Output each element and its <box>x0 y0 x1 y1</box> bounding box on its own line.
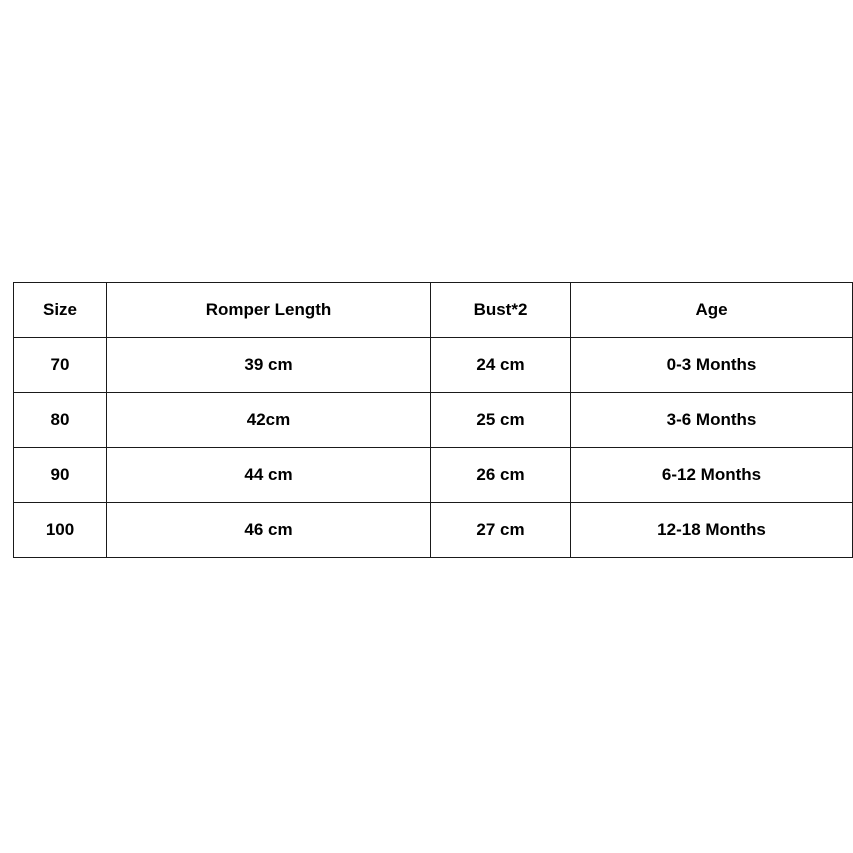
cell-romper-length: 44 cm <box>107 448 431 503</box>
cell-romper-length: 39 cm <box>107 338 431 393</box>
header-romper-length: Romper Length <box>107 283 431 338</box>
cell-age: 12-18 Months <box>571 503 853 558</box>
cell-bust: 25 cm <box>431 393 571 448</box>
table-row <box>14 338 853 393</box>
size-chart-table <box>13 282 853 558</box>
cell-size: 70 <box>14 338 107 393</box>
cell-age: 3-6 Months <box>571 393 853 448</box>
header-bust: Bust*2 <box>431 283 571 338</box>
cell-size: 90 <box>14 448 107 503</box>
cell-bust: 27 cm <box>431 503 571 558</box>
cell-age: 0-3 Months <box>571 338 853 393</box>
cell-size: 80 <box>14 393 107 448</box>
table-row <box>14 448 853 503</box>
cell-bust: 26 cm <box>431 448 571 503</box>
table-header-row <box>14 283 853 338</box>
cell-romper-length: 46 cm <box>107 503 431 558</box>
cell-size: 100 <box>14 503 107 558</box>
cell-bust: 24 cm <box>431 338 571 393</box>
table-row <box>14 503 853 558</box>
header-age: Age <box>571 283 853 338</box>
cell-romper-length: 42cm <box>107 393 431 448</box>
table-row <box>14 393 853 448</box>
header-size: Size <box>14 283 107 338</box>
cell-age: 6-12 Months <box>571 448 853 503</box>
